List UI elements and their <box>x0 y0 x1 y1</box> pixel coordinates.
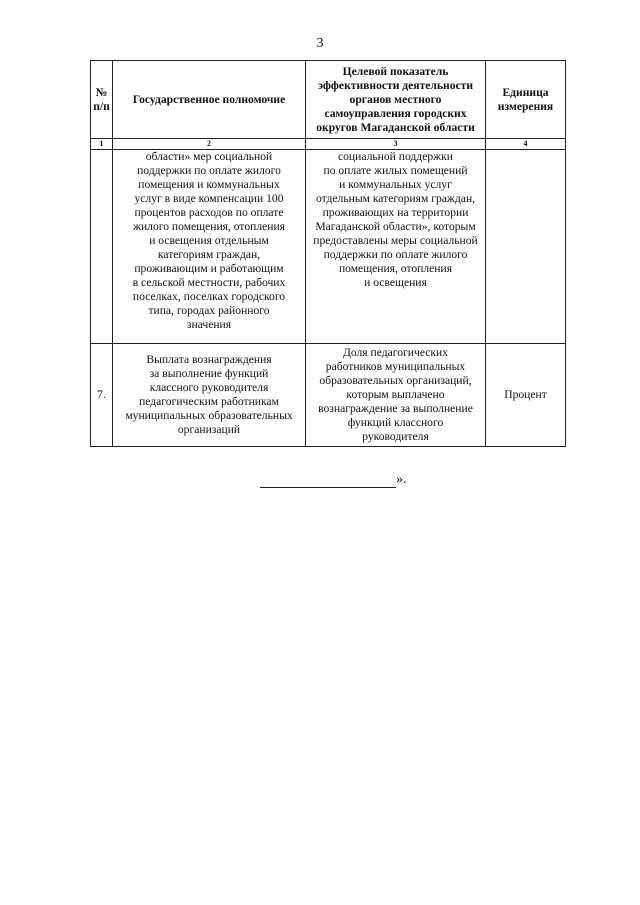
table-row <box>91 150 566 344</box>
table-row <box>91 344 566 447</box>
header-row <box>91 61 566 139</box>
row-number: 7. <box>91 344 113 447</box>
authority-cell: Выплата вознаграждения за выполнение функций классного руководителя педагогическим работникам муниципальных образовательных организаций <box>113 344 306 447</box>
header-unit: Единица измерения <box>486 61 566 139</box>
unit-cell: Процент <box>486 344 566 447</box>
column-number-row <box>91 139 566 150</box>
closing-quote: ». <box>396 472 407 487</box>
column-number: 3 <box>306 139 486 150</box>
page-number: 3 <box>316 36 324 51</box>
indicator-cell: Доля педагогических работников муниципальных образовательных организаций, которым выплачено вознаграждение за выполнение функций классного руководителя <box>306 344 486 447</box>
row-number <box>91 150 113 344</box>
column-number: 4 <box>486 139 566 150</box>
header-indicator: Целевой показатель эффективности деятельности органов местного самоуправления городских округов Магаданской области <box>306 61 486 139</box>
header-authority: Государственное полномочие <box>113 61 306 139</box>
column-number: 1 <box>91 139 113 150</box>
indicator-cell: социальной поддержки по оплате жилых помещений и коммунальных услуг отдельным категориям граждан, проживающих на территории Магаданской области», которым предоставлены меры социальной поддержки по оплате жилого помещения, отопления и освещения <box>306 150 486 344</box>
column-number: 2 <box>113 139 306 150</box>
authority-cell: области» мер социальной поддержки по оплате жилого помещения и коммунальных услуг в виде компенсации 100 процентов расходов по оплате жилого помещения, отопления и освещения отдельным категориям граждан, проживающим и работающим в сельской местности, рабочих поселках, поселках городского типа, городах районного значения <box>113 150 306 344</box>
unit-cell <box>486 150 566 344</box>
indicators-table <box>90 60 566 447</box>
header-number: № п/п <box>91 61 113 139</box>
signature-underline <box>260 473 396 488</box>
closing-line <box>260 472 407 488</box>
